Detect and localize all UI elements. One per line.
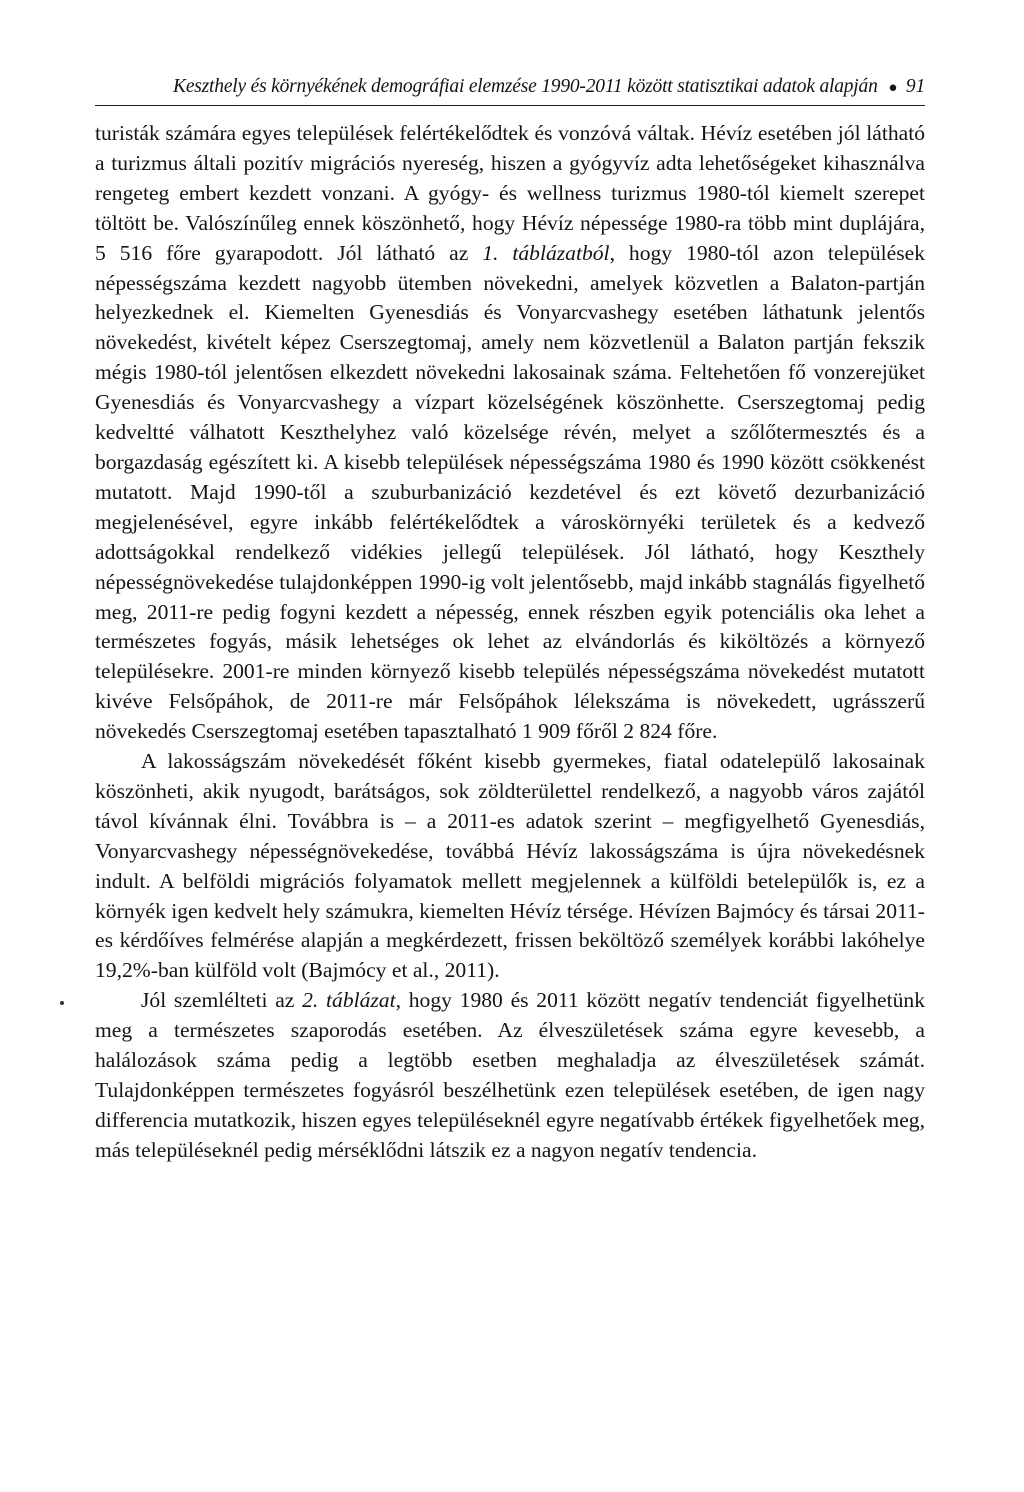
page-number: 91 bbox=[905, 76, 925, 97]
italic-reference: 2. táblázat bbox=[302, 988, 396, 1013]
paragraph bbox=[95, 747, 925, 986]
paragraph bbox=[95, 986, 925, 1165]
running-header bbox=[95, 72, 925, 106]
header-bullet: ● bbox=[888, 80, 898, 96]
text-run: , hogy 1980 és 2011 között negatív tendenciát figyelhetünk meg a természetes szaporodás esetében. Az élveszületések száma egyre kevesebb, a halálozások száma pedig a legtöbb esetben meghaladja az élveszületések számát. Tulajdonképpen természetes fogyásról beszélhetünk ezen települések esetében, de igen nagy differencia mutatkozik, hiszen egyes településeknél egyre negatívabb értékek figyelhetőek meg, más településeknél pedig mérséklődni látszik ez a nagyon negatív tendencia. bbox=[95, 988, 925, 1162]
body-text bbox=[95, 119, 925, 1166]
paragraph bbox=[95, 119, 925, 747]
text-run: Jól szemlélteti az bbox=[141, 988, 303, 1013]
document-page bbox=[95, 72, 925, 1166]
text-run: A lakosságszám növekedését főként kisebb gyermekes, fiatal odatelepülő lakosainak köszönheti, akik nyugodt, barátságos, sok zöldterülettel rendelkező, a nagyobb város zajától távol kívánnak élni. Továbbra is – a 2011-es adatok szerint – megfigyelhető Gyenesdiás, Vonyarcvashegy népességnövekedése, továbbá Hévíz lakosságszáma is újra növekedésnek indult. A belföldi migrációs folyamatok mellett megjelennek a külföldi betelepülők is, ez a környék igen kedvelt hely számukra, kiemelten Hévíz térsége. Hévízen Bajmócy és társai 2011-es kérdőíves felmérése alapján a megkérdezett, frissen beköltöző személyek korábbi lakóhelye 19,2%-ban külföld volt (Bajmócy et al., 2011). bbox=[95, 749, 925, 983]
italic-reference: 1. táblázatból bbox=[482, 240, 610, 265]
text-run: , hogy 1980-tól azon települések népességszáma kezdett nagyobb ütemben növekedni, amelyek közvetlen a Balaton-partján helyezkednek el. Kiemelten Gyenesdiás és Vonyarcvashegy esetében láthatunk jelentős növekedést, kivételt képez Cserszegtomaj, amely nem közvetlenül a Balaton partján fekszik mégis 1980-tól jelentősen elkezdett növekedni lakosainak száma. Feltehetően fő vonzerejüket Gyenesdiás és Vonyarcvashegy a vízpart közelségének köszönhette. Cserszegtomaj pedig kedveltté válhatott Keszthelyhez való közelsége révén, melyet a szőlőtermesztés és a borgazdaság egészített ki. A kisebb települések népességszáma 1980 és 1990 között csökkenést mutatott. Majd 1990-től a szuburbanizáció kezdetével és ezt követő dezurbanizáció megjelenésével, egyre inkább felértékelődtek a városkörnyéki területek és a kedvező adottságokkal rendelkező vidékies jellegű települések. Jól látható, hogy Keszthely népességnövekedése tulajdonképpen 1990-ig volt jelentősebb, majd inkább stagnálás figyelhető meg, 2011-re pedig fogyni kezdett a népesség, ennek részben egyik potenciális oka lehet a természetes fogyás, másik lehetséges ok lehet az elvándorlás és kiköltözés a környező településekre. 2001-re minden környező kisebb település népességszáma növekedést mutatott kivéve Felsőpáhok, de 2011-re már Felsőpáhok lélekszáma is növekedett, ugrásszerű növekedés Cserszegtomaj esetében tapasztalható 1 909 főről 2 824 főre. bbox=[95, 240, 925, 744]
text-run: turisták számára egyes települések felértékelődtek és vonzóvá váltak. Hévíz esetében jól látható a turizmus általi pozitív migrációs nyereség, hiszen a gyógyvíz adta lehetőségeket kihasználva rengeteg embert kezdett vonzani. A gyógy- és wellness turizmus 1980-tól kiemelt szerepet töltött be. Valószínűleg ennek köszönhető, hogy Hévíz népessége 1980-ra több mint duplájára, 5 516 főre gyarapodott. Jól látható az bbox=[95, 121, 925, 265]
header-title: Keszthely és környékének demográfiai elemzése 1990-2011 között statisztikai adatok alapján bbox=[173, 76, 878, 97]
scan-speck bbox=[60, 1001, 64, 1005]
